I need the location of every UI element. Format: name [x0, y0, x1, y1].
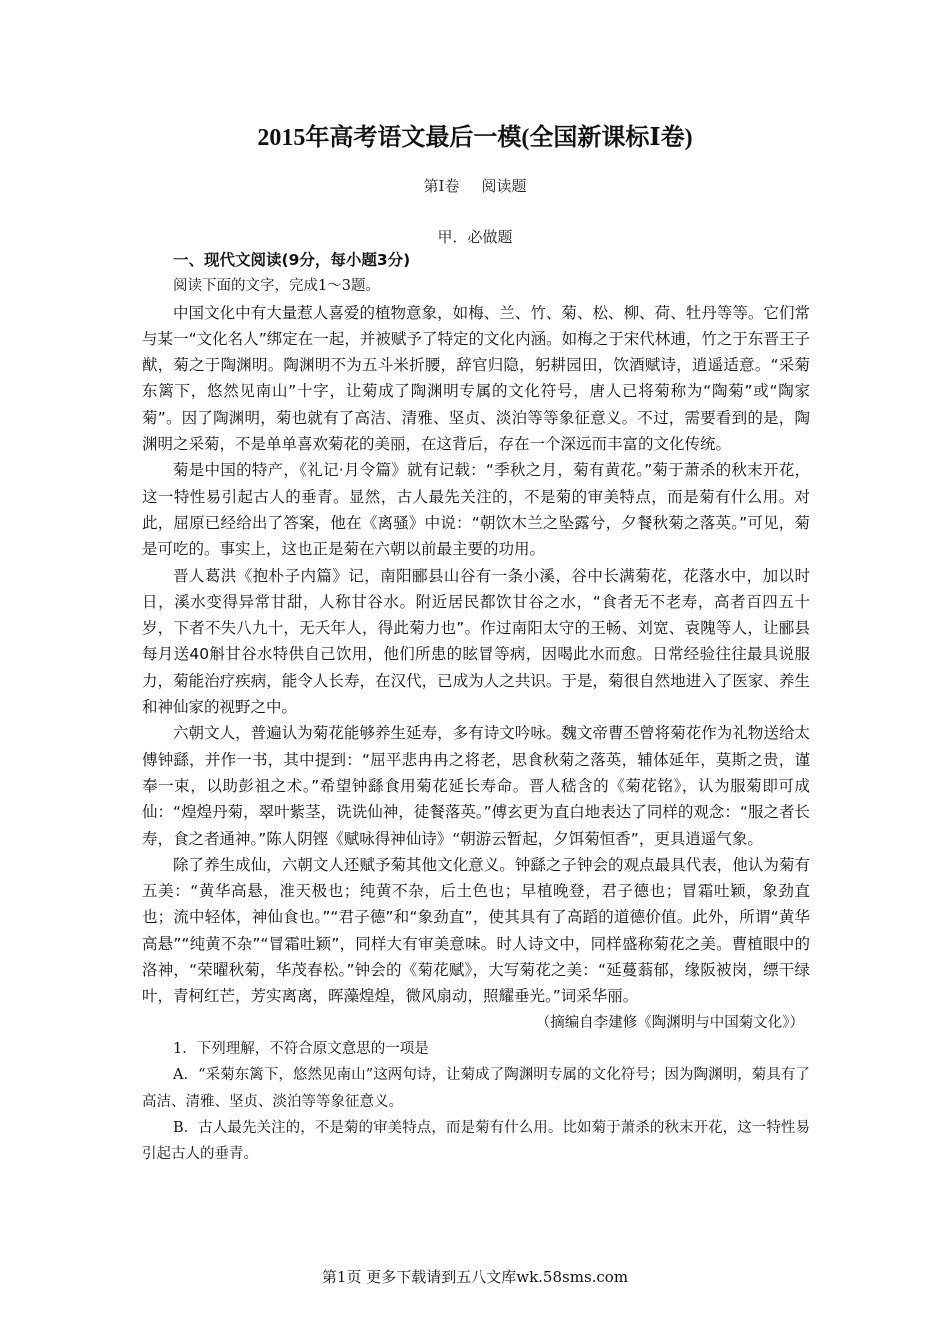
volume-heading [0, 175, 950, 196]
volume-name: 阅读题 [481, 177, 527, 195]
paragraph-4: 六朝文人，普遍认为菊花能够养生延寿，多有诗文吟咏。魏文帝曹丕曾将菊花作为礼物送给太傅钟繇，并作一书，其中提到：“屈平悲冉冉之将老，思食秋菊之落英，辅体延年，莫斯之贵，谨奉一束，以助彭祖之术。”希望钟繇食用菊花延长寿命。晋人嵇含的《菊花铭》，认为服菊即可成仙：“煌煌丹菊，翠叶紫茎，诜诜仙神，徒餐落英。”傅玄更为直白地表达了同样的观念：“服之者长寿，食之者通神。”陈人阴铿《赋咏得神仙诗》“朝游云暂起，夕饵菊恒香”，更具逍遥气象。 [142, 724, 810, 848]
exam-title: 2015年高考语文最后一模(全国新课标Ⅰ卷) [257, 125, 693, 151]
question-option-b: B．古人最先关注的，不是菊的审美特点，而是菊有什么用。比如菊于萧杀的秋末开花，这一特性易引起古人的垂青。 [142, 1119, 810, 1163]
source-citation: （摘编自李建修《陶渊明与中国菊文化》） [535, 1014, 804, 1031]
question-stem: 1．下列理解，不符合原文意思的一项是 [173, 1040, 429, 1057]
page-footer: 第1页 更多下载请到五八文库wk.58sms.com [321, 1268, 629, 1286]
instruction-text: 阅读下面的文字，完成1～3题。 [173, 278, 380, 295]
paragraph-1: 中国文化中有大量惹人喜爱的植物意象，如梅、兰、竹、菊、松、柳、荷、牡丹等等。它们常与某一“文化名人”绑定在一起，并被赋予了特定的文化内涵。如梅之于宋代林逋，竹之于东晋王子猷，菊之于陶渊明。陶渊明不为五斗米折腰，辞官归隐，躬耕园田，饮酒赋诗，逍遥适意。“采菊东篱下，悠然见南山”十字，让菊成了陶渊明专属的文化符号，唐人已将菊称为“陶菊”或“陶家菊”。因了陶渊明，菊也就有了高洁、清雅、坚贞、淡泊等等象征意义。不过，需要看到的是，陶渊明之采菊，不是单单喜欢菊花的美丽，在这背后，存在一个深远而丰富的文化传统。 [142, 303, 810, 454]
question-option-a: A．“采菊东篱下，悠然见南山”这两句诗，让菊成了陶渊明专属的文化符号；因为陶渊明，菊具有了高洁、清雅、坚贞、淡泊等等象征意义。 [142, 1067, 810, 1110]
reading-passage [142, 247, 810, 1167]
section-label: 甲．必做题 [437, 228, 513, 246]
paragraph-2: 菊是中国的特产，《礼记·月令篇》就有记载：“季秋之月，菊有黄花。”菊于萧杀的秋末开花，这一特性易引起古人的垂青。显然，古人最先关注的，不是菊的审美特点，而是菊有什么用。对此，屈原已经给出了答案，他在《离骚》中说：“朝饮木兰之坠露兮，夕餐秋菊之落英。”可见，菊是可吃的。事实上，这也正是菊在六朝以前最主要的功用。 [142, 461, 810, 559]
volume-label: 第Ⅰ卷 [423, 177, 460, 195]
part-heading: 一、现代文阅读(9分，每小题3分) [173, 251, 411, 269]
paragraph-5: 除了养生成仙，六朝文人还赋予菊其他文化意义。钟繇之子钟会的观点最具代表，他认为菊有五美：“黄华高悬，准天极也；纯黄不杂，后土色也；早植晚登，君子德也；冒霜吐颖，象劲直也；流中轻体，神仙食也。”“君子德”和“象劲直”，使其具有了高蹈的道德价值。此外，所谓“黄华高悬”“纯黄不杂”“冒霜吐颖”，同样大有审美意味。时人诗文中，同样盛称菊花之美。曹植眼中的洛神，“荣曜秋菊，华茂春松。”钟会的《菊花赋》，大写菊花之美：“延蔓蓊郁，缘阪被岗，缥干绿叶，青柯红芒，芳实离离，晖藻煌煌，微风扇动，照耀垂光。”词采华丽。 [142, 855, 810, 1006]
paragraph-3: 晋人葛洪《抱朴子内篇》记，南阳郦县山谷有一条小溪，谷中长满菊花，花落水中，加以时日，溪水变得异常甘甜，人称甘谷水。附近居民都饮甘谷之水，“食者无不老寿，高者百四五十岁，下者不失八九十，无夭年人，得此菊力也”。作过南阳太守的王畅、刘宽、袁隗等人，让郦县每月送40斛甘谷水特供自己饮用，他们所患的眩冒等病，因喝此水而愈。日常经验往往最具说服力，菊能治疗疾病，能令人长寿，在汉代，已成为人之共识。于是，菊很自然地进入了医家、养生和神仙家的视野之中。 [142, 566, 810, 717]
